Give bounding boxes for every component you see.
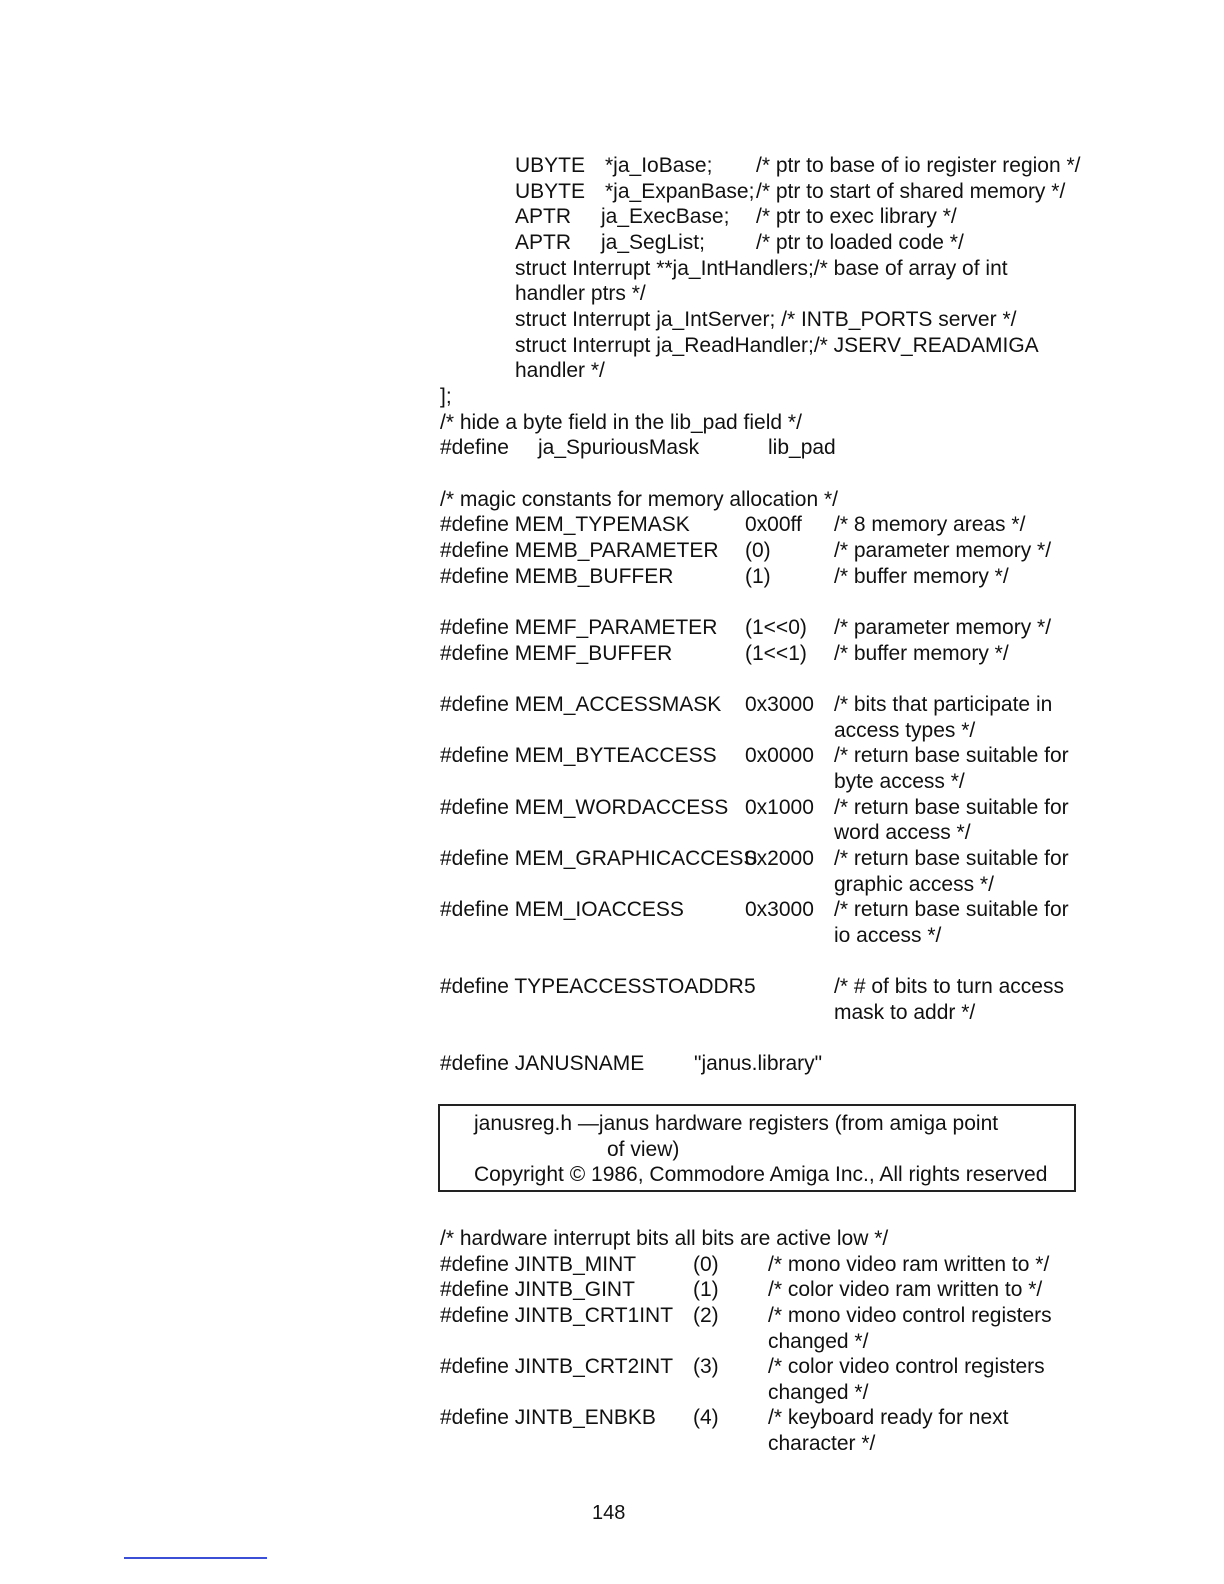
struct-field-type: UBYTE xyxy=(515,154,586,177)
struct-field-comment: /* ptr to exec library */ xyxy=(756,205,957,228)
define-name: #define JINTB_CRT2INT xyxy=(440,1355,674,1378)
define-comment: /* buffer memory */ xyxy=(834,565,1009,588)
define-comment: /* # of bits to turn access xyxy=(834,975,1064,998)
define-value: 0x3000 xyxy=(745,898,814,921)
struct-field-comment: /* ptr to base of io register region */ xyxy=(756,154,1081,177)
define-value: (1<<0) xyxy=(745,616,807,639)
define-value: 0x3000 xyxy=(745,693,814,716)
define-comment-cont: graphic access */ xyxy=(834,873,994,896)
define-comment: /* buffer memory */ xyxy=(834,642,1009,665)
define-comment-cont: io access */ xyxy=(834,924,942,947)
define-comment: /* return base suitable for xyxy=(834,898,1069,921)
define-comment: /* mono video control registers xyxy=(768,1304,1052,1327)
define-value: (4) xyxy=(693,1406,719,1429)
define-comment-cont: character */ xyxy=(768,1432,876,1455)
define-comment: /* return base suitable for xyxy=(834,744,1069,767)
struct-line: struct Interrupt ja_ReadHandler;/* JSERV_READAMIGA xyxy=(515,334,1039,357)
define-value: (1<<1) xyxy=(745,642,807,665)
define-comment: /* return base suitable for xyxy=(834,847,1069,870)
define-name: #define MEMF_BUFFER xyxy=(440,642,673,665)
define-value: 0x00ff xyxy=(745,513,802,536)
define-comment: /* return base suitable for xyxy=(834,796,1069,819)
define-comment-cont: mask to addr */ xyxy=(834,1001,976,1024)
define-name: #define MEM_IOACCESS xyxy=(440,898,684,921)
define-comment-cont: changed */ xyxy=(768,1381,869,1404)
define-name: #define MEM_ACCESSMASK xyxy=(440,693,722,716)
define-comment-cont: changed */ xyxy=(768,1330,869,1353)
define-comment: /* parameter memory */ xyxy=(834,539,1052,562)
define-name: #define MEM_GRAPHICACCESS xyxy=(440,847,758,870)
define-comment-cont: word access */ xyxy=(834,821,971,844)
define-name: #define MEM_WORDACCESS xyxy=(440,796,729,819)
define-comment: /* parameter memory */ xyxy=(834,616,1052,639)
struct-close: ]; xyxy=(440,385,452,408)
spurious-directive: #define xyxy=(440,436,509,459)
struct-field-comment: /* ptr to loaded code */ xyxy=(756,231,964,254)
define-value: 0x0000 xyxy=(745,744,814,767)
define-value: "janus.library" xyxy=(694,1052,823,1075)
struct-line: handler */ xyxy=(515,359,605,382)
define-name: #define MEMF_PARAMETER xyxy=(440,616,718,639)
define-value: (0) xyxy=(693,1253,719,1276)
define-comment: /* 8 memory areas */ xyxy=(834,513,1026,536)
struct-field-name: ja_ExecBase; xyxy=(601,205,730,228)
struct-field-name: ja_SegList; xyxy=(601,231,705,254)
define-comment: /* color video control registers xyxy=(768,1355,1045,1378)
define-value: 0x1000 xyxy=(745,796,814,819)
define-value: 0x2000 xyxy=(745,847,814,870)
define-name: #define JINTB_ENBKB xyxy=(440,1406,656,1429)
struct-field-type: UBYTE xyxy=(515,180,586,203)
struct-field-name: *ja_IoBase; xyxy=(605,154,713,177)
file-header-title: janusreg.h —janus hardware registers (from amiga point xyxy=(474,1112,999,1135)
define-value: 5 xyxy=(744,975,756,998)
define-comment: /* mono video ram written to */ xyxy=(768,1253,1050,1276)
define-name: #define MEMB_PARAMETER xyxy=(440,539,719,562)
struct-field-name: *ja_ExpanBase; xyxy=(605,180,755,203)
define-comment: /* keyboard ready for next xyxy=(768,1406,1009,1429)
define-name: #define MEMB_BUFFER xyxy=(440,565,674,588)
spurious-value: lib_pad xyxy=(768,436,836,459)
struct-field-comment: /* ptr to start of shared memory */ xyxy=(756,180,1066,203)
define-name: #define JINTB_CRT1INT xyxy=(440,1304,674,1327)
define-comment: /* bits that participate in xyxy=(834,693,1053,716)
define-comment-cont: access types */ xyxy=(834,719,976,742)
define-name: #define JINTB_GINT xyxy=(440,1278,635,1301)
struct-line: struct Interrupt ja_IntServer; /* INTB_PORTS server */ xyxy=(515,308,1017,331)
spurious-name: ja_SpuriousMask xyxy=(538,436,700,459)
define-name: #define MEM_TYPEMASK xyxy=(440,513,690,536)
struct-field-type: APTR xyxy=(515,205,572,228)
define-value: (0) xyxy=(745,539,771,562)
hw-comment: /* hardware interrupt bits all bits are active low */ xyxy=(440,1227,889,1250)
define-value: (3) xyxy=(693,1355,719,1378)
define-value: (2) xyxy=(693,1304,719,1327)
copyright-line: Copyright © 1986, Commodore Amiga Inc., All rights reserved xyxy=(474,1163,1048,1186)
define-value: (1) xyxy=(745,565,771,588)
struct-line: handler ptrs */ xyxy=(515,282,646,305)
page-number: 148 xyxy=(592,1502,626,1524)
magic-comment: /* magic constants for memory allocation */ xyxy=(440,488,838,511)
struct-field-type: APTR xyxy=(515,231,572,254)
define-name: #define TYPEACCESSTOADDR xyxy=(440,975,744,998)
define-comment-cont: byte access */ xyxy=(834,770,965,793)
struct-line: struct Interrupt **ja_IntHandlers;/* base of array of int xyxy=(515,257,1008,280)
define-value: (1) xyxy=(693,1278,719,1301)
footer-rule xyxy=(124,1557,267,1559)
define-name: #define JINTB_MINT xyxy=(440,1253,637,1276)
define-name: #define JANUSNAME xyxy=(440,1052,645,1075)
hide-comment: /* hide a byte field in the lib_pad field */ xyxy=(440,411,802,434)
define-comment: /* color video ram written to */ xyxy=(768,1278,1043,1301)
file-header-title-cont: of view) xyxy=(607,1138,680,1161)
define-name: #define MEM_BYTEACCESS xyxy=(440,744,717,767)
